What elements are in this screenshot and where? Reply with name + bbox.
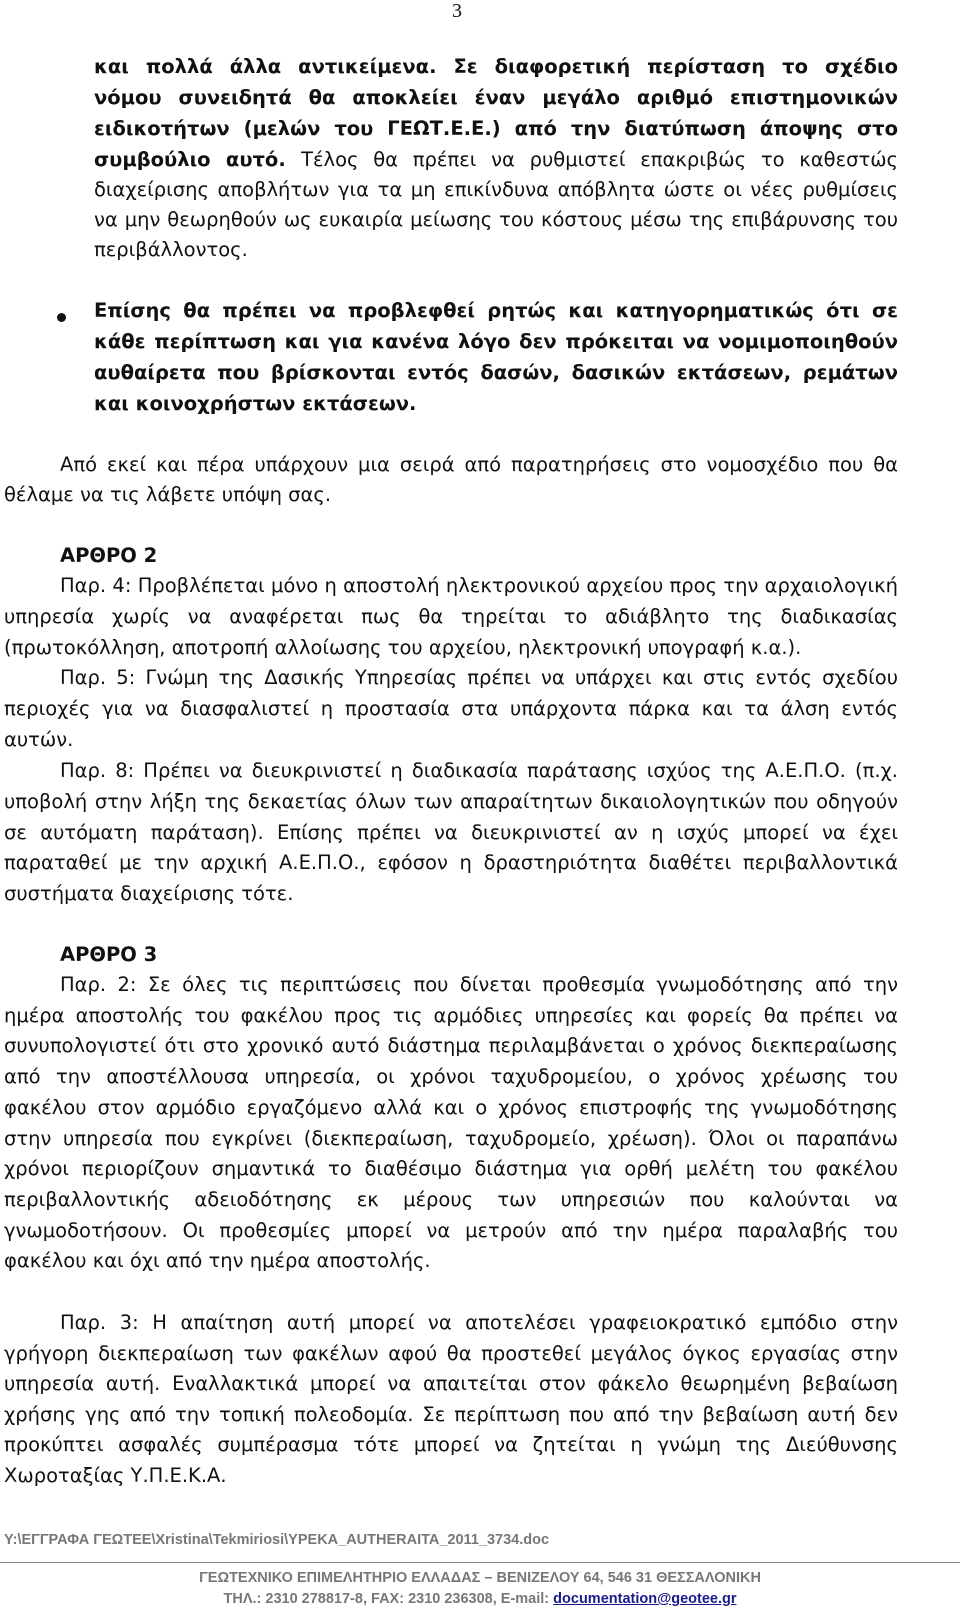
text-line: παραταθεί με την αρχική Α.Ε.Π.Ο., εφόσον η δραστηριότητα διαθέτει περιβαλλοντικά (4, 851, 898, 874)
text-line: Παρ. 2: Σε όλες τις περιπτώσεις που δίνεται προθεσμία γνωμοδότησης από την (60, 973, 898, 996)
text-line: υπηρεσία χωρίς να αναφέρεται πως θα τηρείται το αδιάβλητο της διαδικασίας (4, 605, 898, 628)
footer-file-path: Y:\ΕΓΓΡΑΦΑ ΓΕΩΤΕΕ\Xristina\Tekmiriosi\YPEKA_AUTHERAITA_2011_3734.doc (4, 1532, 550, 1548)
text-line: περιβαλλοντικής αδειοδότησης εκ μέρους των υπηρεσιών που καλούνται να (4, 1188, 898, 1211)
text-line: από την αποστέλλουσα υπηρεσία, οι χρόνοι ταχυδρομείου, ο χρόνος χρέωσης του (4, 1065, 898, 1088)
bullet-icon (57, 313, 66, 322)
text-line: συνυπολογιστεί ότι στο χρονικό αυτό διάστημα περιλαμβάνεται ο χρόνος διεκπεραίωσης (4, 1034, 898, 1057)
footer-contact (0, 1591, 960, 1607)
bold-prefix: συμβούλιο αυτό. (94, 148, 302, 171)
text-line: γνωμοδοτήσουν. Οι προθεσμίες μπορεί να μετρούν από την ημέρα παραλαβής του (4, 1219, 898, 1242)
text-line: Παρ. 8: Πρέπει να διευκρινιστεί η διαδικασία παράτασης ισχύος της Α.Ε.Π.Ο. (π.χ. (60, 759, 898, 782)
text-line: αυθαίρετα που βρίσκονται εντός δασών, δασικών εκτάσεων, ρεμάτων (94, 361, 898, 384)
text-line: (πρωτοκόλληση, αποτροπή αλλοίωσης του αρχείου, ηλεκτρονική υπογραφή κ.α.). (4, 636, 802, 659)
text-line: ημέρα αποστολής του φακέλου προς τις αρμόδιες υπηρεσίες και φορείς θα πρέπει να (4, 1004, 898, 1027)
text-line: φακέλου και όχι από την ημέρα αποστολής. (4, 1249, 431, 1272)
text-line: ΑΡΘΡΟ 3 (60, 943, 158, 966)
text-line: Επίσης θα πρέπει να προβλεφθεί ρητώς και κατηγορηματικώς ότι σε (94, 299, 898, 322)
text-line: Παρ. 5: Γνώμη της Δασικής Υπηρεσίας πρέπει να υπάρχει και στις εντός σχεδίου (60, 666, 898, 689)
footer-divider (0, 1562, 960, 1563)
footer-organization: ΓΕΩΤΕΧΝΙΚΟ ΕΠΙΜΕΛΗΤΗΡΙΟ ΕΛΛΑΔΑΣ – ΒΕΝΙΖΕΛΟΥ 64, 546 31 ΘΕΣΣΑΛΟΝΙΚΗ (199, 1570, 761, 1586)
footer-contact-text: ΤΗΛ.: 2310 278817-8, FAX: 2310 236308, E-mail: (223, 1591, 554, 1607)
text-line: αυτών. (4, 728, 74, 751)
text-line: Χωροταξίας Υ.Π.Ε.Κ.Α. (4, 1464, 227, 1487)
text-line: να μην θεωρηθούν ως ευκαιρία μείωσης του κόστους μέσω της επιβάρυνσης του (94, 208, 898, 231)
text-line: διαχείρισης αποβλήτων για τα μη επικίνδυνα απόβλητα ώστε οι νέες ρυθμίσεις (94, 178, 898, 201)
text-line (94, 145, 898, 175)
text-line: στην υπηρεσία που εγκρίνει (διεκπεραίωση, ταχυδρομείο, χρέωση). Όλοι οι παραπάνω (4, 1127, 898, 1150)
text-line: νόμου συνειδητά θα αποκλείει έναν μεγάλο αριθμό επιστημονικών (94, 86, 898, 109)
page-number: 3 (452, 0, 462, 22)
text-line: περιοχές για να διασφαλιστεί η προστασία στα υπάρχοντα πάρκα και τα άλση εντός (4, 697, 898, 720)
email-link[interactable]: documentation@geotee.gr (553, 1591, 737, 1607)
text-line: χρόνοι περιορίζουν σημαντικά το διαθέσιμο διάστημα για ορθή μελέτη του φακέλου (4, 1157, 898, 1180)
text-line: ΑΡΘΡΟ 2 (60, 544, 158, 567)
text-line: Παρ. 3: Η απαίτηση αυτή μπορεί να αποτελέσει γραφειοκρατικό εμπόδιο στην (60, 1311, 898, 1334)
regular-text: Τέλος θα πρέπει να ρυθμιστεί επακριβώς το καθεστώς (301, 148, 898, 171)
text-line: γρήγορη διεκπεραίωση των φακέλων αφού θα προστεθεί μεγάλος όγκος εργασίας στην (4, 1342, 898, 1365)
text-line: Παρ. 4: Προβλέπεται μόνο η αποστολή ηλεκτρονικού αρχείου προς την αρχαιολογική (60, 574, 898, 597)
text-line: υποβολή στην λήξη της δεκαετίας όλων των απαραίτητων δικαιολογητικών που οδηγούν (4, 790, 898, 813)
text-line: χρήσης γης από την τοπική πολεοδομία. Σε περίπτωση που από την βεβαίωση αυτή δεν (4, 1403, 898, 1426)
text-line: ειδικοτήτων (μελών του ΓΕΩΤ.Ε.Ε.) από την διατύπωση άποψης στο (94, 117, 898, 140)
text-line: θέλαμε να τις λάβετε υπόψη σας. (4, 483, 332, 506)
text-line: και κοινοχρήστων εκτάσεων. (94, 392, 417, 415)
text-line: προκύπτει ασφαλές συμπέρασμα τότε μπορεί να ζητείται η γνώμη της Διεύθυνσης (4, 1433, 898, 1456)
text-line: περιβάλλοντος. (94, 238, 248, 261)
text-line: φακέλου στον αρμόδιο εργαζόμενο αλλά και ο χρόνος επιστροφής της γνωμοδότησης (4, 1096, 898, 1119)
text-line: Από εκεί και πέρα υπάρχουν μια σειρά από παρατηρήσεις στο νομοσχέδιο που θα (60, 453, 898, 476)
text-line: σε αυτόματη παράταση). Επίσης πρέπει να διευκρινιστεί αν η ισχύς μπορεί να έχει (4, 821, 898, 844)
text-line: υπηρεσία αυτή. Εναλλακτικά μπορεί να απαιτείται στον φάκελο θεωρημένη βεβαίωση (4, 1372, 898, 1395)
text-line: και πολλά άλλα αντικείμενα. Σε διαφορετική περίσταση το σχέδιο (94, 55, 898, 78)
text-line: συστήματα διαχείρισης τότε. (4, 882, 294, 905)
text-line: κάθε περίπτωση και για κανένα λόγο δεν πρόκειται να νομιμοποιηθούν (94, 330, 898, 353)
